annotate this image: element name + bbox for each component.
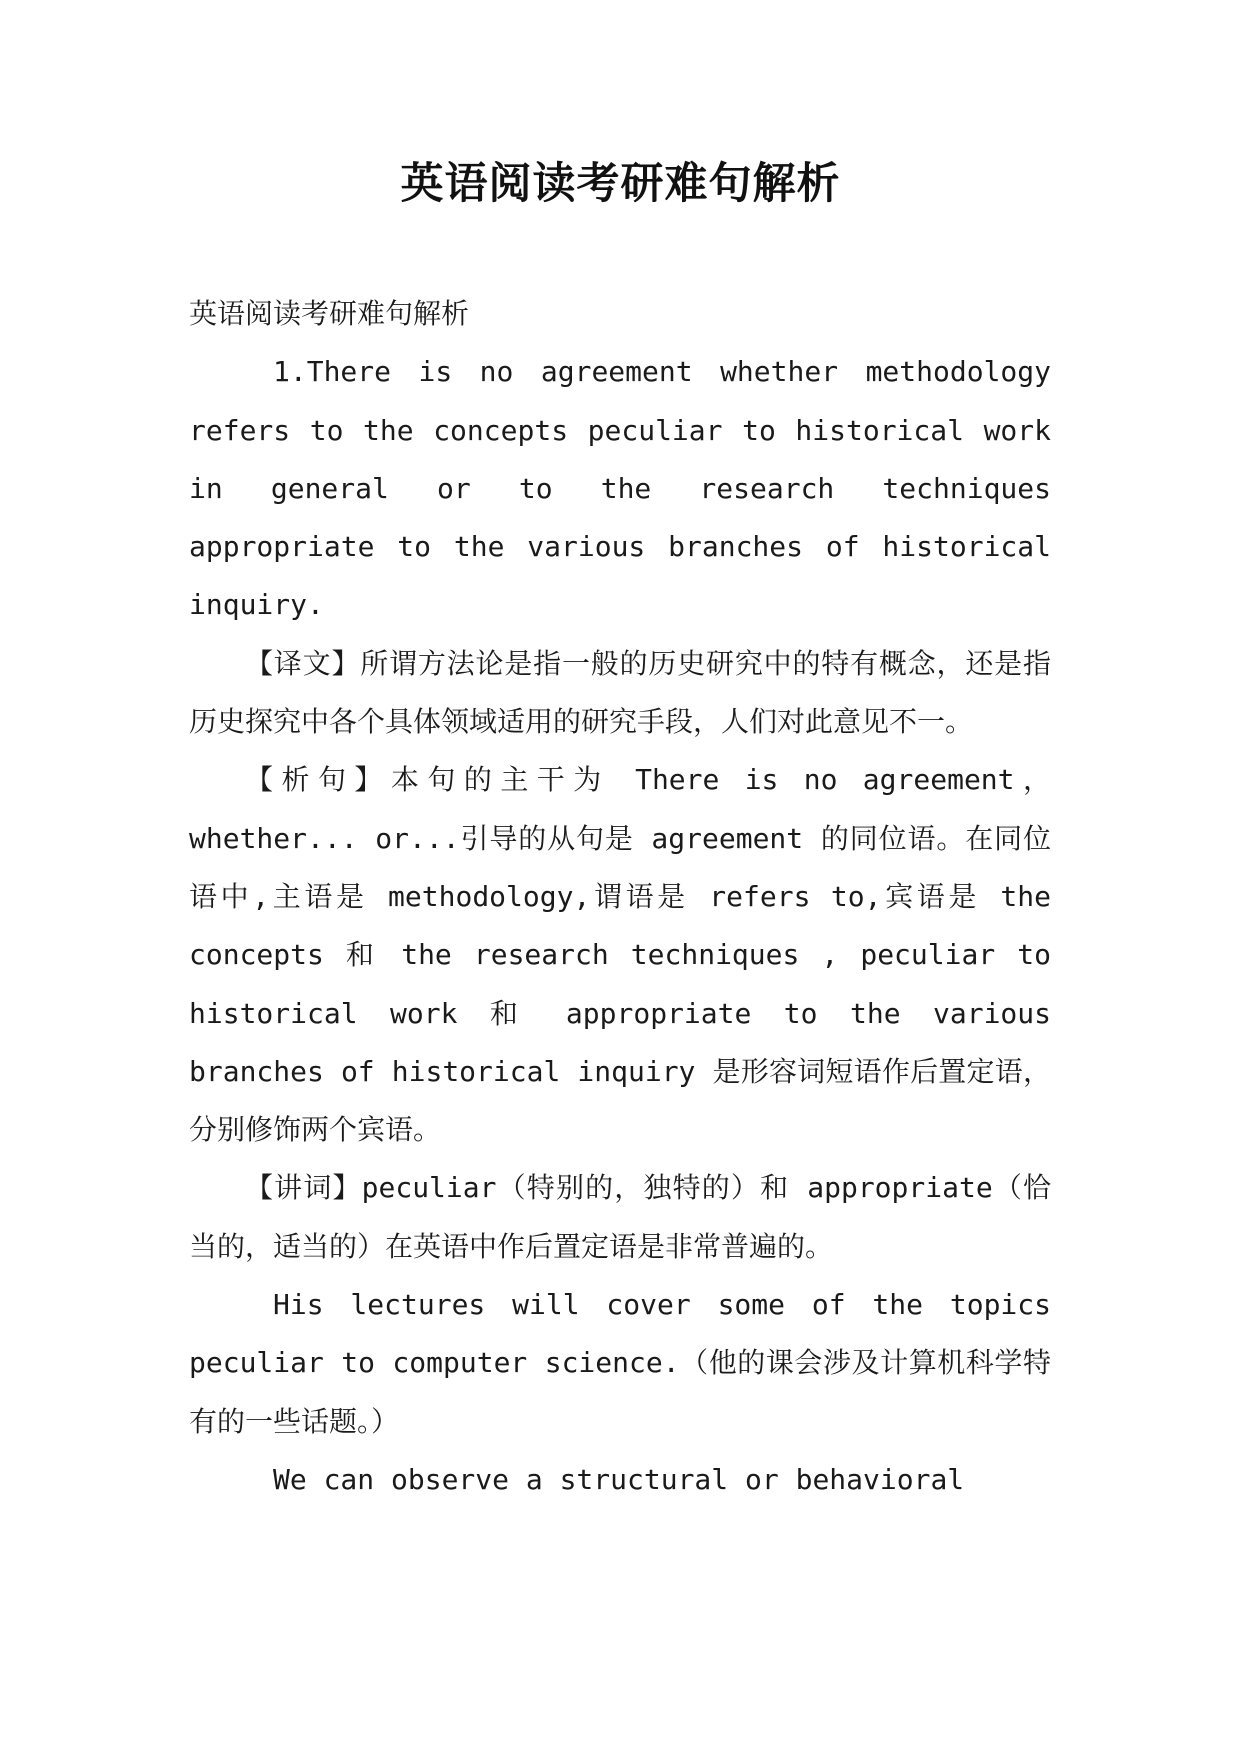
document-title: 英语阅读考研难句解析 [400,159,841,209]
document-subtitle: 英语阅读考研难句解析 [189,297,470,330]
paragraph-sentence-1: 1.There is no agreement whether methodology refers to the concepts peculiar to historical work in general or to the research techniques appropriate to the various branches of historical inquiry. [189,355,1051,622]
paragraph-example-2: We can observe a structural or behavioral [273,1462,965,1496]
paragraph-translation: 【译文】所谓方法论是指一般的历史研究中的特有概念，还是指历史探究中各个具体领域适用的研究手段，人们对此意见不一。 [189,646,1051,739]
paragraph-analysis: 【析句】本句的主干为 There is no agreement，whether... or...引导的从句是 agreement 的同位语。在同位语中,主语是 methodology,谓语是 refers to,宾语是 the concepts 和 the research techniques , peculiar to historical work 和 appropriate to the various branches of historical inquiry 是形容词短语作后置定语，分别修饰两个宾语。 [189,763,1051,1147]
paragraph-vocabulary: 【讲词】peculiar（特别的，独特的）和 appropriate（恰当的，适当的）在英语中作后置定语是非常普遍的。 [189,1171,1051,1263]
document-body [189,285,1051,1509]
paragraph-example-1: His lectures will cover some of the topics peculiar to computer science.（他的课会涉及计算机科学特有的一些话题。） [189,1288,1051,1438]
